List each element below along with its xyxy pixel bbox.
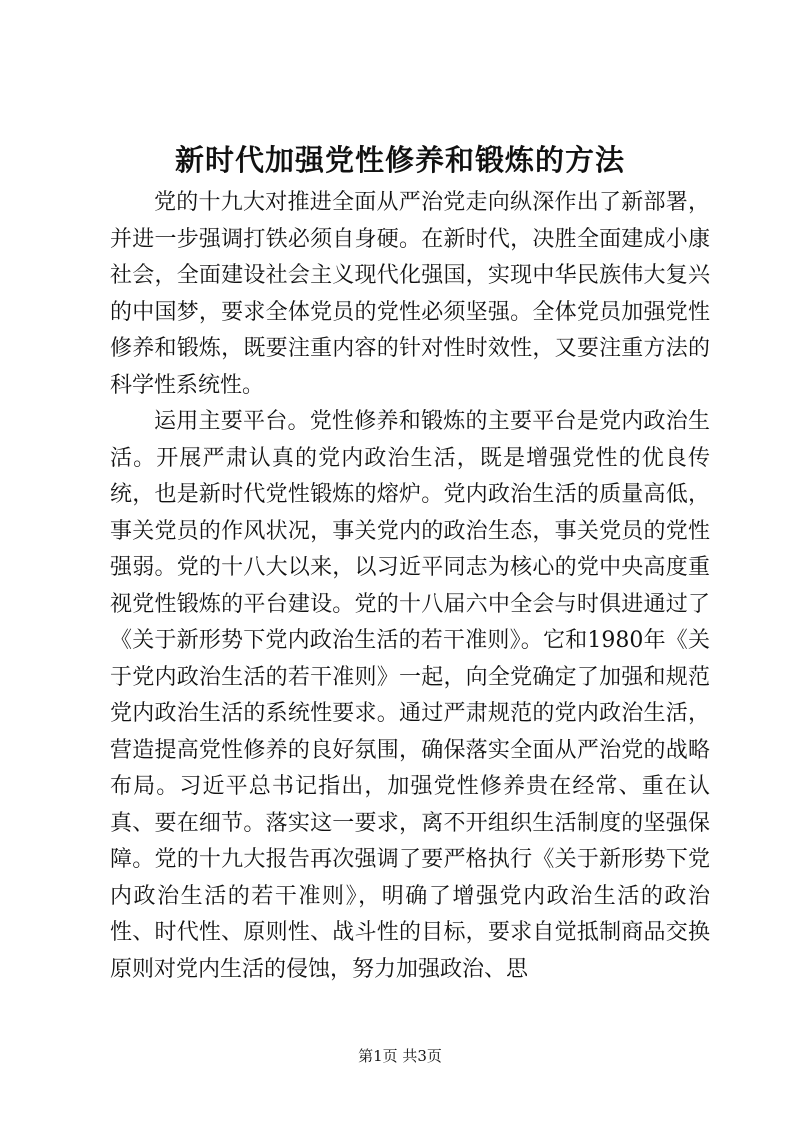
page-number-footer: 第1页 共3页 <box>358 1047 442 1065</box>
paragraph-main-platform: 运用主要平台。党性修养和锻炼的主要平台是党内政治生活。开展严肃认真的党内政治生活，既是增强党性的优良传统，也是新时代党性锻炼的熔炉。党内政治生活的质量高低，事关党员的作风状况，事关党内的政治生态，事关党员的党性强弱。党的十八大以来，以习近平同志为核心的党中央高度重视党性锻炼的平台建设。党的十八届六中全会与时俱进通过了《关于新形势下党内政治生活的若干准则》。它和1980年《关于党内政治生活的若干准则》一起，向全党确定了加强和规范党内政治生活的系统性要求。通过严肃规范的党内政治生活，营造提高党性修养的良好氛围，确保落实全面从严治党的战略布局。习近平总书记指出，加强党性修养贵在经常、重在认真、要在细节。落实这一要求，离不开组织生活制度的坚强保障。党的十九大报告再次强调了要严格执行《关于新形势下党内政治生活的若干准则》，明确了增强党内政治生活的政治性、时代性、原则性、战斗性的目标，要求自觉抵制商品交换原则对党内生活的侵蚀，努力加强政治、思 <box>110 409 710 982</box>
document-title: 新时代加强党性修养和锻炼的方法 <box>174 143 625 177</box>
document-body <box>110 185 710 988</box>
paragraph-intro: 党的十九大对推进全面从严治党走向纵深作出了新部署，并进一步强调打铁必须自身硬。在新时代，决胜全面建成小康社会，全面建设社会主义现代化强国，实现中华民族伟大复兴的中国梦，要求全体党员的党性必须坚强。全体党员加强党性修养和锻炼，既要注重内容的针对性时效性，又要注重方法的科学性系统性。 <box>110 190 710 398</box>
